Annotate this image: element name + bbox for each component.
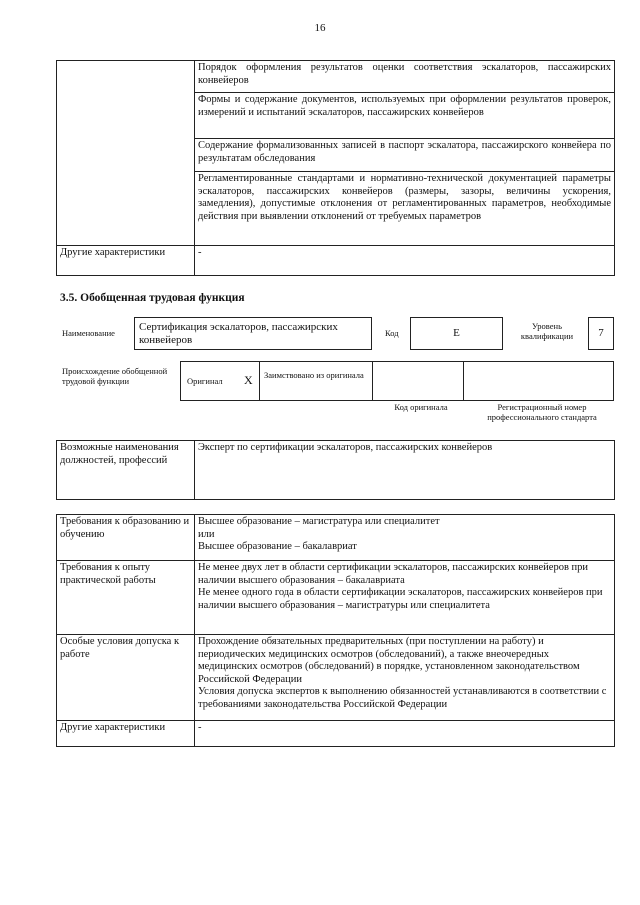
knowledge-label-cell — [57, 61, 195, 246]
knowledge-item: Формы и содержание документов, используемых при оформлении результатов проверок, измерений и испытаний эскалаторов, пассажирских конвейеров — [195, 93, 615, 139]
experience-label: Требования к опыту практической работы — [57, 561, 195, 635]
education-line: или — [198, 528, 215, 540]
education-line: Высшее образование – бакалавриат — [198, 541, 357, 552]
other-characteristics-value: - — [195, 721, 615, 747]
knowledge-item: Содержание формализованных записей в паспорт эскалатора, пассажирского конвейера по результатам обследования — [195, 139, 615, 172]
positions-label: Возможные наименования должностей, профессий — [57, 441, 195, 500]
code-original-caption: Код оригинала — [394, 402, 448, 412]
original-cell — [181, 362, 260, 400]
knowledge-item: Регламентированные стандартами и нормативно-технической документацией параметры эскалаторов, пассажирских конвейеров (размеры, зазоры, величины ускорения, замедления), допустимые отклонения от регламентированных параметров, необходимые действия при выявлении отклонений от требуемых параметров — [195, 172, 615, 246]
experience-value — [195, 561, 615, 635]
requirements-table — [56, 514, 615, 747]
experience-line: Не менее двух лет в области сертификации эскалаторов, пассажирских конвейеров при наличии высшего образования – бакалавриата — [198, 562, 589, 586]
origin-box — [180, 361, 614, 401]
education-value — [195, 515, 615, 561]
code-value: E — [410, 317, 503, 350]
original-label: Оригинал — [187, 376, 223, 386]
knowledge-item: Порядок оформления результатов оценки соответствия эскалаторов, пассажирских конвейеров — [195, 61, 615, 93]
other-characteristics-label: Другие характеристики — [57, 721, 195, 747]
other-characteristics-value: - — [195, 246, 615, 276]
page-number: 16 — [314, 22, 326, 34]
level-value: 7 — [588, 317, 614, 350]
section-title: 3.5. Обобщенная трудовая функция — [60, 292, 245, 304]
conditions-label: Особые условия допуска к работе — [57, 635, 195, 721]
code-label: Код — [385, 328, 399, 338]
experience-line: Не менее одного года в области сертификации эскалаторов, пассажирских конвейеров при наличии высшего образования – магистратуры или специалитета — [198, 587, 603, 611]
conditions-line: Условия допуска экспертов к выполнению обязанностей устанавливаются в соответствии с требованиями законодательства Российской Федерации — [198, 686, 607, 710]
origin-label: Происхождение обобщенной трудовой функции — [62, 366, 168, 386]
education-label: Требования к образованию и обучению — [57, 515, 195, 561]
name-label: Наименование — [62, 328, 115, 338]
knowledge-table — [56, 60, 615, 276]
name-value: Сертификация эскалаторов, пассажирских конвейеров — [134, 317, 372, 350]
education-line: Высшее образование – магистратура или специалитет — [198, 516, 440, 527]
original-mark: X — [244, 373, 253, 387]
level-label: Уровень квалификации — [520, 321, 574, 341]
reg-number-caption: Регистрационный номер профессионального стандарта — [487, 402, 597, 422]
conditions-value — [195, 635, 615, 721]
positions-table — [56, 440, 615, 500]
other-characteristics-label: Другие характеристики — [57, 246, 195, 276]
conditions-line: Прохождение обязательных предварительных (при поступлении на работу) и периодических медицинских осмотров (обследований), а также внеочередных медицинских осмотров (обследований) в порядке, установленном законодательством Российской Федерации — [198, 636, 580, 685]
borrowed-label: Заимствовано из оригинала — [264, 370, 364, 380]
code-original-cell — [372, 362, 464, 400]
positions-value: Эксперт по сертификации эскалаторов, пассажирских конвейеров — [195, 441, 615, 500]
